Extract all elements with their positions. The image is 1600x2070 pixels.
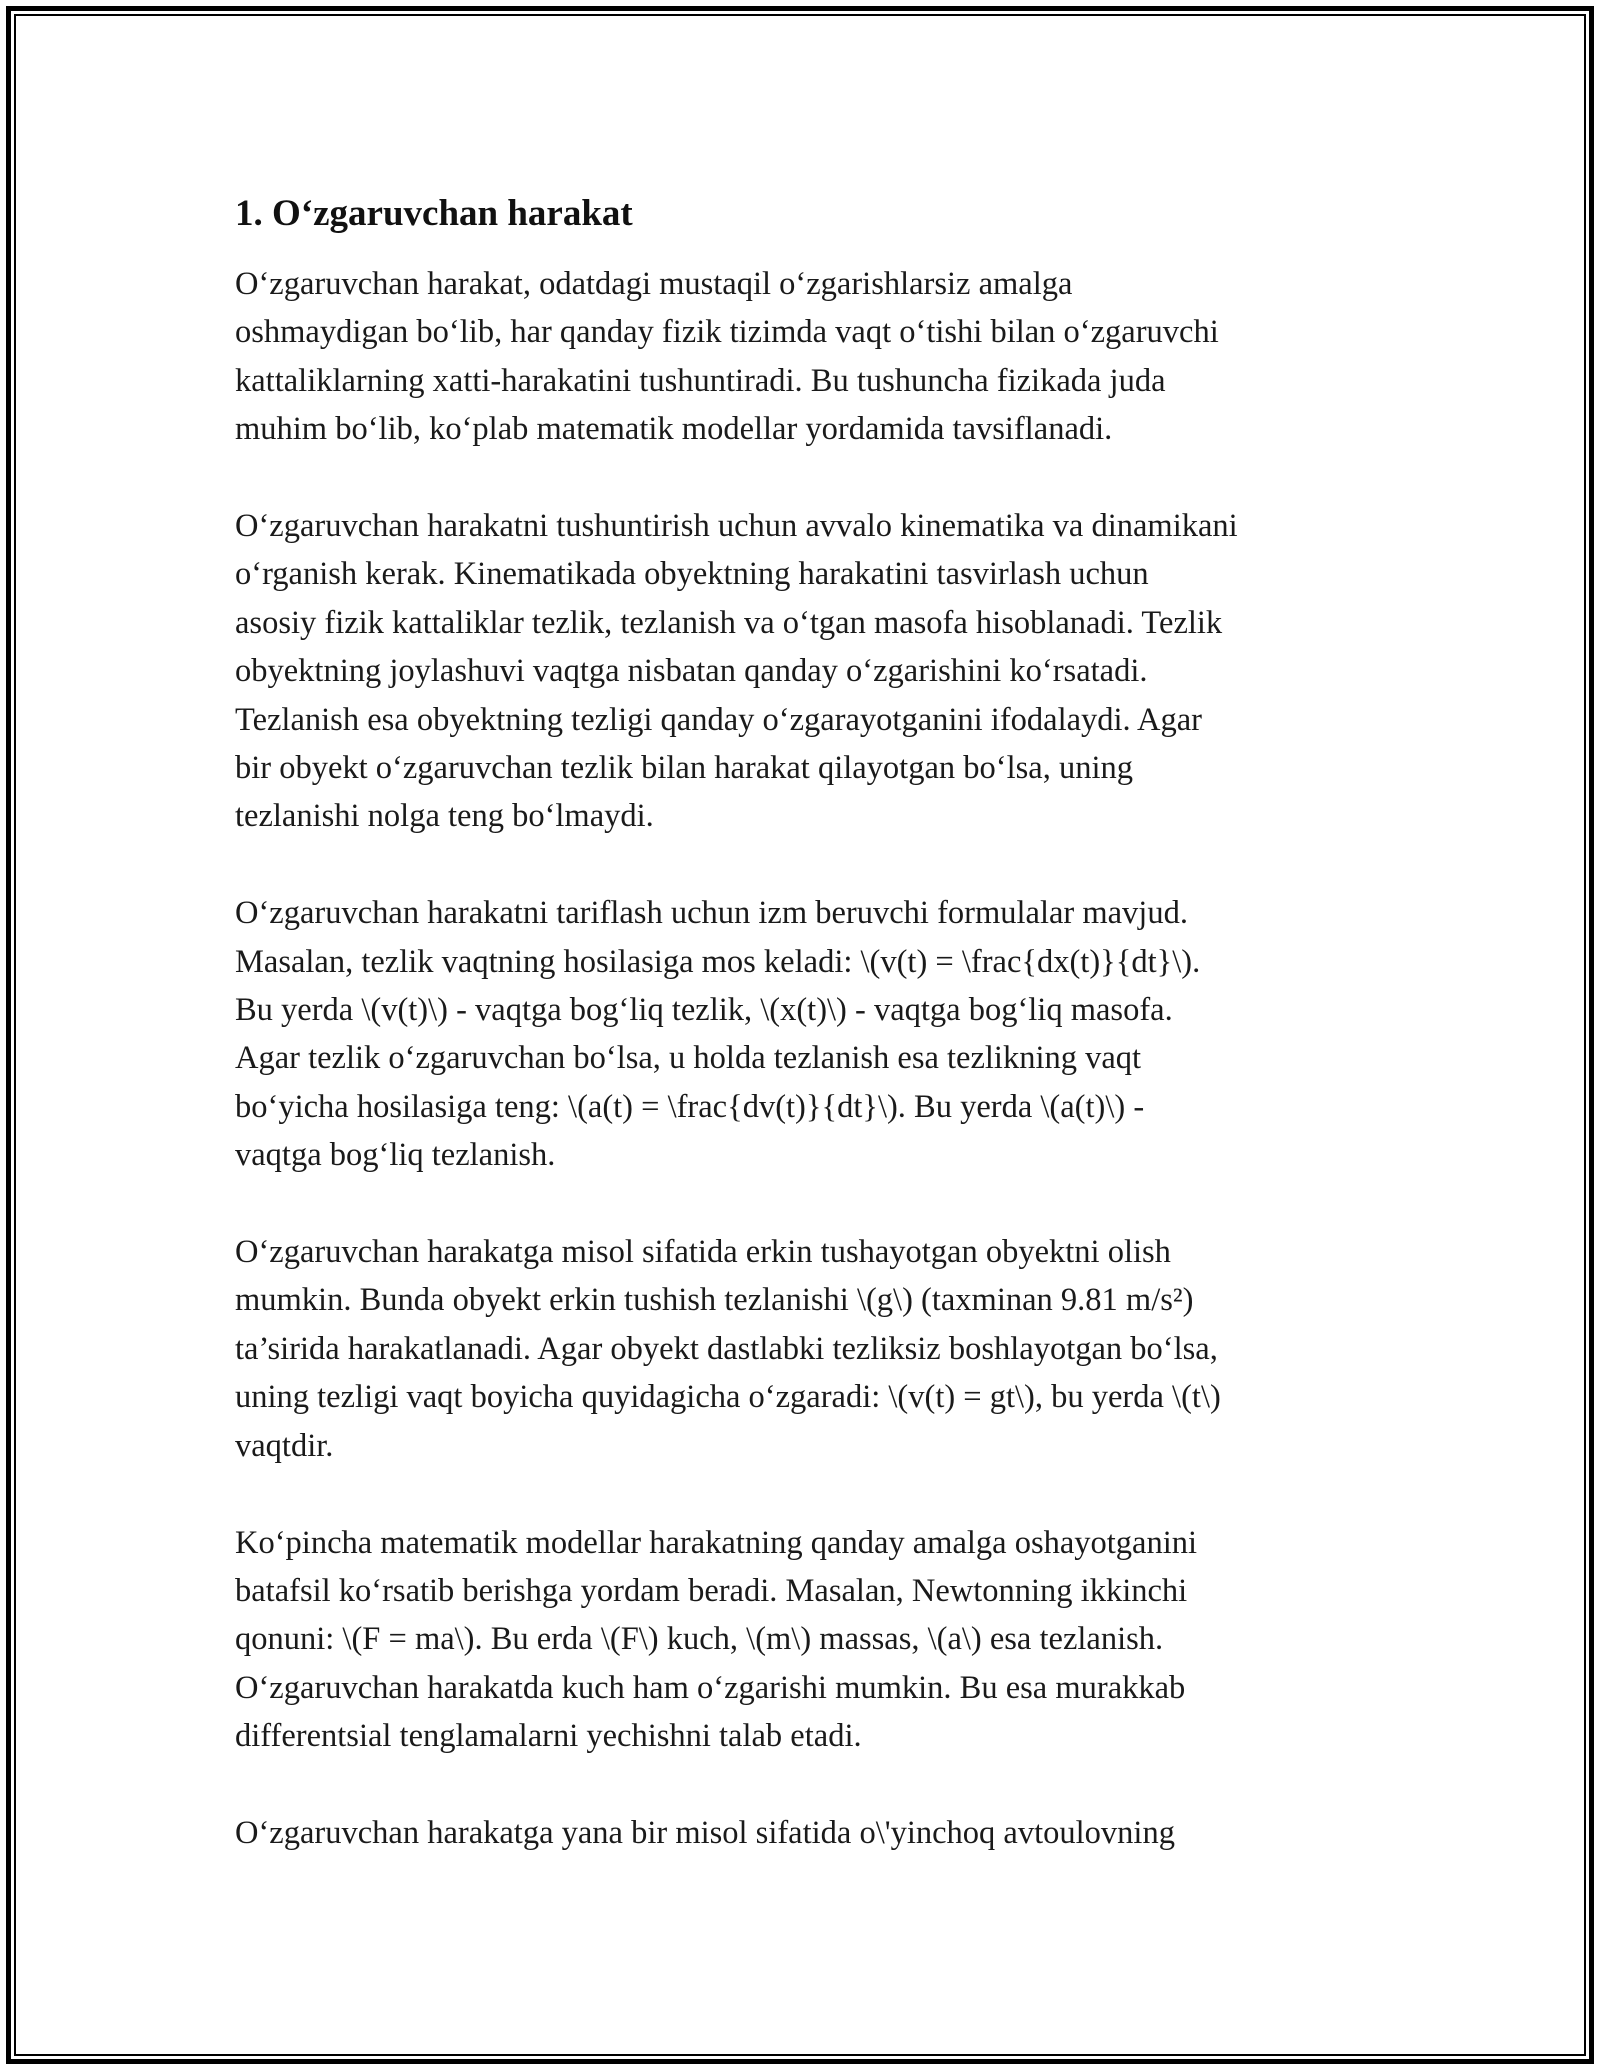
- document-title: 1. O‘zgaruvchan harakat: [235, 193, 633, 234]
- text-line: ta’sirida harakatlanadi. Agar obyekt dastlabki tezliksiz boshlayotgan bo‘lsa,: [235, 1330, 1218, 1367]
- text-line: O‘zgaruvchan harakatga misol sifatida erkin tushayotgan obyektni olish: [235, 1234, 1171, 1271]
- paragraph-5: [235, 1519, 1395, 1761]
- text-line: oshmaydigan bo‘lib, har qanday fizik tizimda vaqt o‘tishi bilan o‘zgaruvchi: [235, 314, 1219, 351]
- text-line: O‘zgaruvchan harakatda kuch ham o‘zgarishi mumkin. Bu esa murakkab: [235, 1669, 1186, 1706]
- text-line: kattaliklarning xatti-harakatini tushuntiradi. Bu tushuncha fizikada juda: [235, 362, 1166, 399]
- paragraph-3: [235, 889, 1395, 1179]
- paragraph-6: [235, 1809, 1395, 1857]
- text-line: Masalan, tezlik vaqtning hosilasiga mos keladi: \(v(t) = \frac{dx(t)}{dt}\).: [235, 943, 1201, 980]
- text-line: Ko‘pincha matematik modellar harakatning qanday amalga oshayotganini: [235, 1524, 1198, 1561]
- text-line: Tezlanish esa obyektning tezligi qanday o‘zgarayotganini ifodalaydi. Agar: [235, 701, 1202, 738]
- text-line: vaqtdir.: [235, 1427, 334, 1464]
- paragraph-4: [235, 1228, 1395, 1470]
- text-line: obyektning joylashuvi vaqtga nisbatan qanday o‘zgarishini ko‘rsatadi.: [235, 653, 1148, 690]
- text-line: O‘zgaruvchan harakatni tushuntirish uchun avvalo kinematika va dinamikani: [235, 508, 1238, 545]
- document-page: [235, 190, 1395, 1906]
- text-line: qonuni: \(F = ma\). Bu erda \(F\) kuch, \(m\) massas, \(a\) esa tezlanish.: [235, 1621, 1164, 1658]
- text-line: o‘rganish kerak. Kinematikada obyektning harakatini tasvirlash uchun: [235, 556, 1149, 593]
- text-line: muhim bo‘lib, ko‘plab matematik modellar yordamida tavsiflanadi.: [235, 411, 1113, 448]
- text-line: O‘zgaruvchan harakatga yana bir misol sifatida o\'yinchoq avtoulovning: [235, 1814, 1175, 1851]
- text-line: tezlanishi nolga teng bo‘lmaydi.: [235, 798, 654, 835]
- text-line: vaqtga bog‘liq tezlanish.: [235, 1137, 556, 1174]
- text-line: bir obyekt o‘zgaruvchan tezlik bilan harakat qilayotgan bo‘lsa, uning: [235, 750, 1133, 787]
- text-line: mumkin. Bunda obyekt erkin tushish tezlanishi \(g\) (taxminan 9.81 m/s²): [235, 1282, 1194, 1319]
- text-line: O‘zgaruvchan harakatni tariflash uchun izm beruvchi formulalar mavjud.: [235, 895, 1188, 932]
- text-line: Agar tezlik o‘zgaruvchan bo‘lsa, u holda tezlanish esa tezlikning vaqt: [235, 1040, 1142, 1077]
- paragraph-1: [235, 260, 1395, 454]
- text-line: bo‘yicha hosilasiga teng: \(a(t) = \frac{dv(t)}{dt}\). Bu yerda \(a(t)\) -: [235, 1088, 1145, 1125]
- text-line: batafsil ko‘rsatib berishga yordam beradi. Masalan, Newtonning ikkinchi: [235, 1572, 1188, 1609]
- text-line: O‘zgaruvchan harakat, odatdagi mustaqil o‘zgarishlarsiz amalga: [235, 266, 1073, 302]
- text-line: asosiy fizik kattaliklar tezlik, tezlanish va o‘tgan masofa hisoblanadi. Tezlik: [235, 604, 1223, 641]
- text-line: Bu yerda \(v(t)\) - vaqtga bog‘liq tezlik, \(x(t)\) - vaqtga bog‘liq masofa.: [235, 992, 1173, 1029]
- paragraph-2: [235, 502, 1395, 841]
- text-line: uning tezligi vaqt boyicha quyidagicha o‘zgaradi: \(v(t) = gt\), bu yerda \(t\): [235, 1379, 1221, 1416]
- text-line: differentsial tenglamalarni yechishni talab etadi.: [235, 1718, 862, 1755]
